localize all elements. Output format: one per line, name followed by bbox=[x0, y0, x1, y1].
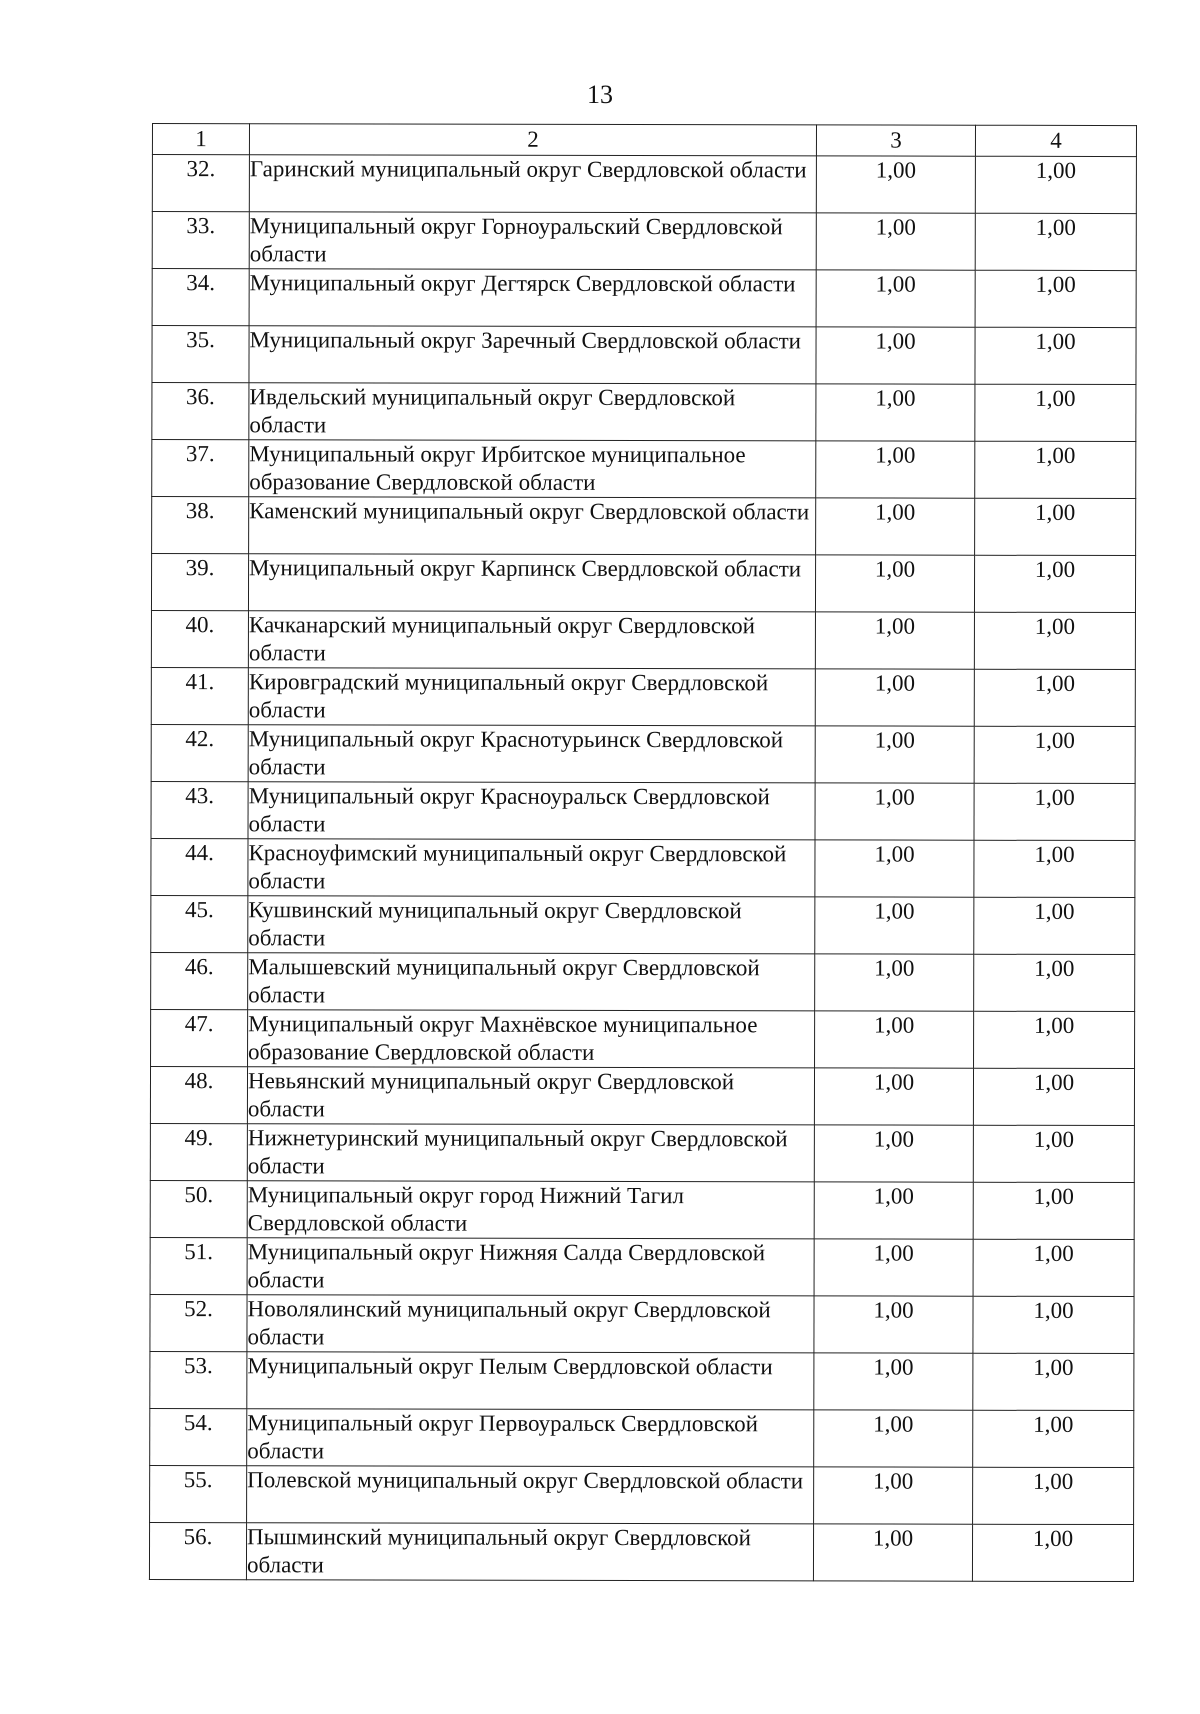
value-col-3: 1,00 bbox=[814, 1068, 973, 1125]
value-col-4: 1,00 bbox=[973, 1467, 1134, 1524]
municipality-name: Муниципальный округ Первоуральск Свердловской области bbox=[247, 1409, 814, 1467]
value-col-4: 1,00 bbox=[975, 156, 1136, 213]
table-row bbox=[151, 895, 1135, 954]
row-number: 48. bbox=[150, 1066, 247, 1123]
value-col-4: 1,00 bbox=[975, 213, 1136, 270]
table-row bbox=[151, 667, 1135, 726]
header-col-1: 1 bbox=[152, 124, 249, 155]
row-number: 52. bbox=[150, 1294, 247, 1351]
value-col-3: 1,00 bbox=[813, 1524, 972, 1581]
value-col-3: 1,00 bbox=[814, 1182, 973, 1239]
row-number: 41. bbox=[151, 667, 248, 724]
value-col-3: 1,00 bbox=[816, 270, 975, 327]
table-row bbox=[151, 952, 1135, 1011]
municipality-name: Красноуфимский муниципальный округ Свердловской области bbox=[248, 839, 815, 897]
value-col-3: 1,00 bbox=[814, 1353, 973, 1410]
row-number: 38. bbox=[152, 497, 249, 554]
table-row bbox=[152, 212, 1136, 271]
row-number: 51. bbox=[150, 1237, 247, 1294]
row-number: 47. bbox=[151, 1009, 248, 1066]
table-row bbox=[149, 1522, 1133, 1581]
municipality-name: Муниципальный округ город Нижний Тагил Свердловской области bbox=[247, 1181, 814, 1239]
table-row bbox=[152, 440, 1136, 499]
row-number: 49. bbox=[150, 1123, 247, 1180]
row-number: 35. bbox=[152, 326, 249, 383]
table-row bbox=[152, 326, 1136, 385]
value-col-3: 1,00 bbox=[816, 156, 975, 213]
municipality-name: Новолялинский муниципальный округ Свердловской области bbox=[247, 1295, 814, 1353]
value-col-3: 1,00 bbox=[815, 669, 974, 726]
value-col-4: 1,00 bbox=[973, 1182, 1134, 1239]
row-number: 36. bbox=[152, 383, 249, 440]
value-col-3: 1,00 bbox=[814, 1239, 973, 1296]
value-col-4: 1,00 bbox=[974, 897, 1135, 954]
value-col-4: 1,00 bbox=[974, 1011, 1135, 1068]
row-number: 54. bbox=[150, 1408, 247, 1465]
municipality-name: Нижнетуринский муниципальный округ Свердловской области bbox=[247, 1124, 814, 1182]
row-number: 32. bbox=[152, 155, 249, 212]
municipality-name: Кушвинский муниципальный округ Свердловской области bbox=[248, 896, 815, 954]
value-col-3: 1,00 bbox=[816, 441, 975, 498]
table-row bbox=[151, 724, 1135, 783]
value-col-3: 1,00 bbox=[816, 213, 975, 270]
value-col-3: 1,00 bbox=[816, 384, 975, 441]
municipality-name: Кировградский муниципальный округ Свердловской области bbox=[248, 668, 815, 726]
value-col-3: 1,00 bbox=[816, 327, 975, 384]
value-col-3: 1,00 bbox=[815, 555, 974, 612]
table-row bbox=[150, 1294, 1134, 1353]
row-number: 50. bbox=[150, 1180, 247, 1237]
value-col-3: 1,00 bbox=[815, 1011, 974, 1068]
value-col-4: 1,00 bbox=[973, 1296, 1134, 1353]
value-col-3: 1,00 bbox=[815, 783, 974, 840]
municipality-name: Муниципальный округ Махнёвское муниципальное образование Свердловской области bbox=[248, 1010, 815, 1068]
row-number: 45. bbox=[151, 895, 248, 952]
table-row bbox=[151, 781, 1135, 840]
value-col-4: 1,00 bbox=[974, 840, 1135, 897]
table-row bbox=[151, 554, 1135, 613]
row-number: 40. bbox=[151, 611, 248, 668]
value-col-3: 1,00 bbox=[814, 1467, 973, 1524]
table-row bbox=[150, 1237, 1134, 1296]
row-number: 42. bbox=[151, 724, 248, 781]
municipality-name: Муниципальный округ Ирбитское муниципальное образование Свердловской области bbox=[249, 440, 816, 498]
table-row bbox=[150, 1351, 1134, 1410]
table-row bbox=[151, 838, 1135, 897]
value-col-4: 1,00 bbox=[974, 954, 1135, 1011]
municipality-name: Муниципальный округ Краснотурьинск Свердловской области bbox=[248, 725, 815, 783]
row-number: 56. bbox=[149, 1522, 246, 1579]
row-number: 39. bbox=[151, 554, 248, 611]
value-col-3: 1,00 bbox=[815, 897, 974, 954]
table-row bbox=[152, 155, 1136, 214]
value-col-4: 1,00 bbox=[973, 1125, 1134, 1182]
municipality-name: Пышминский муниципальный округ Свердловской области bbox=[246, 1523, 813, 1581]
value-col-4: 1,00 bbox=[975, 498, 1136, 555]
table-row bbox=[152, 383, 1136, 442]
header-col-4: 4 bbox=[975, 125, 1136, 156]
municipality-name: Каменский муниципальный округ Свердловской области bbox=[249, 497, 816, 555]
row-number: 34. bbox=[152, 269, 249, 326]
value-col-4: 1,00 bbox=[974, 612, 1135, 669]
table-row bbox=[151, 611, 1135, 670]
table-row bbox=[150, 1465, 1134, 1524]
value-col-3: 1,00 bbox=[815, 840, 974, 897]
municipality-name: Полевской муниципальный округ Свердловской области bbox=[247, 1466, 814, 1524]
value-col-4: 1,00 bbox=[973, 1068, 1134, 1125]
row-number: 43. bbox=[151, 781, 248, 838]
value-col-4: 1,00 bbox=[975, 327, 1136, 384]
value-col-3: 1,00 bbox=[815, 726, 974, 783]
table-row bbox=[150, 1408, 1134, 1467]
row-number: 44. bbox=[151, 838, 248, 895]
table-row bbox=[152, 497, 1136, 556]
municipality-name: Невьянский муниципальный округ Свердловской области bbox=[247, 1067, 814, 1125]
value-col-3: 1,00 bbox=[814, 1296, 973, 1353]
municipality-name: Муниципальный округ Заречный Свердловской области bbox=[249, 326, 816, 384]
value-col-4: 1,00 bbox=[973, 1410, 1134, 1467]
header-col-2: 2 bbox=[249, 124, 816, 156]
table-row bbox=[152, 269, 1136, 328]
row-number: 37. bbox=[152, 440, 249, 497]
value-col-3: 1,00 bbox=[815, 954, 974, 1011]
municipality-name: Муниципальный округ Карпинск Свердловской области bbox=[248, 554, 815, 612]
value-col-3: 1,00 bbox=[814, 1410, 973, 1467]
municipality-name: Качканарский муниципальный округ Свердловской области bbox=[248, 611, 815, 669]
value-col-4: 1,00 bbox=[975, 441, 1136, 498]
municipality-name: Муниципальный округ Пелым Свердловской области bbox=[247, 1352, 814, 1410]
value-col-4: 1,00 bbox=[975, 384, 1136, 441]
value-col-3: 1,00 bbox=[816, 498, 975, 555]
value-col-4: 1,00 bbox=[974, 555, 1135, 612]
value-col-4: 1,00 bbox=[974, 726, 1135, 783]
row-number: 55. bbox=[150, 1465, 247, 1522]
table-body bbox=[149, 155, 1136, 1582]
value-col-4: 1,00 bbox=[973, 1239, 1134, 1296]
table-row bbox=[150, 1066, 1134, 1125]
value-col-3: 1,00 bbox=[814, 1125, 973, 1182]
value-col-4: 1,00 bbox=[975, 270, 1136, 327]
municipality-name: Малышевский муниципальный округ Свердловской области bbox=[248, 953, 815, 1011]
header-row bbox=[152, 124, 1136, 157]
table-row bbox=[150, 1123, 1134, 1182]
municipality-name: Ивдельский муниципальный округ Свердловской области bbox=[249, 383, 816, 441]
value-col-4: 1,00 bbox=[973, 1353, 1134, 1410]
table-row bbox=[150, 1180, 1134, 1239]
row-number: 46. bbox=[151, 952, 248, 1009]
header-col-3: 3 bbox=[816, 125, 975, 156]
municipality-name: Муниципальный округ Красноуральск Свердловской области bbox=[248, 782, 815, 840]
row-number: 53. bbox=[150, 1351, 247, 1408]
value-col-4: 1,00 bbox=[972, 1524, 1133, 1581]
page-number: 13 bbox=[587, 80, 613, 109]
municipality-name: Гаринский муниципальный округ Свердловской области bbox=[249, 155, 816, 213]
table-row bbox=[151, 1009, 1135, 1068]
municipality-name: Муниципальный округ Дегтярск Свердловской области bbox=[249, 269, 816, 327]
value-col-4: 1,00 bbox=[974, 783, 1135, 840]
municipal-table bbox=[149, 123, 1137, 1582]
value-col-3: 1,00 bbox=[815, 612, 974, 669]
municipality-name: Муниципальный округ Нижняя Салда Свердловской области bbox=[247, 1238, 814, 1296]
table-header bbox=[152, 124, 1136, 157]
row-number: 33. bbox=[152, 212, 249, 269]
municipality-name: Муниципальный округ Горноуральский Свердловской области bbox=[249, 212, 816, 270]
value-col-4: 1,00 bbox=[974, 669, 1135, 726]
